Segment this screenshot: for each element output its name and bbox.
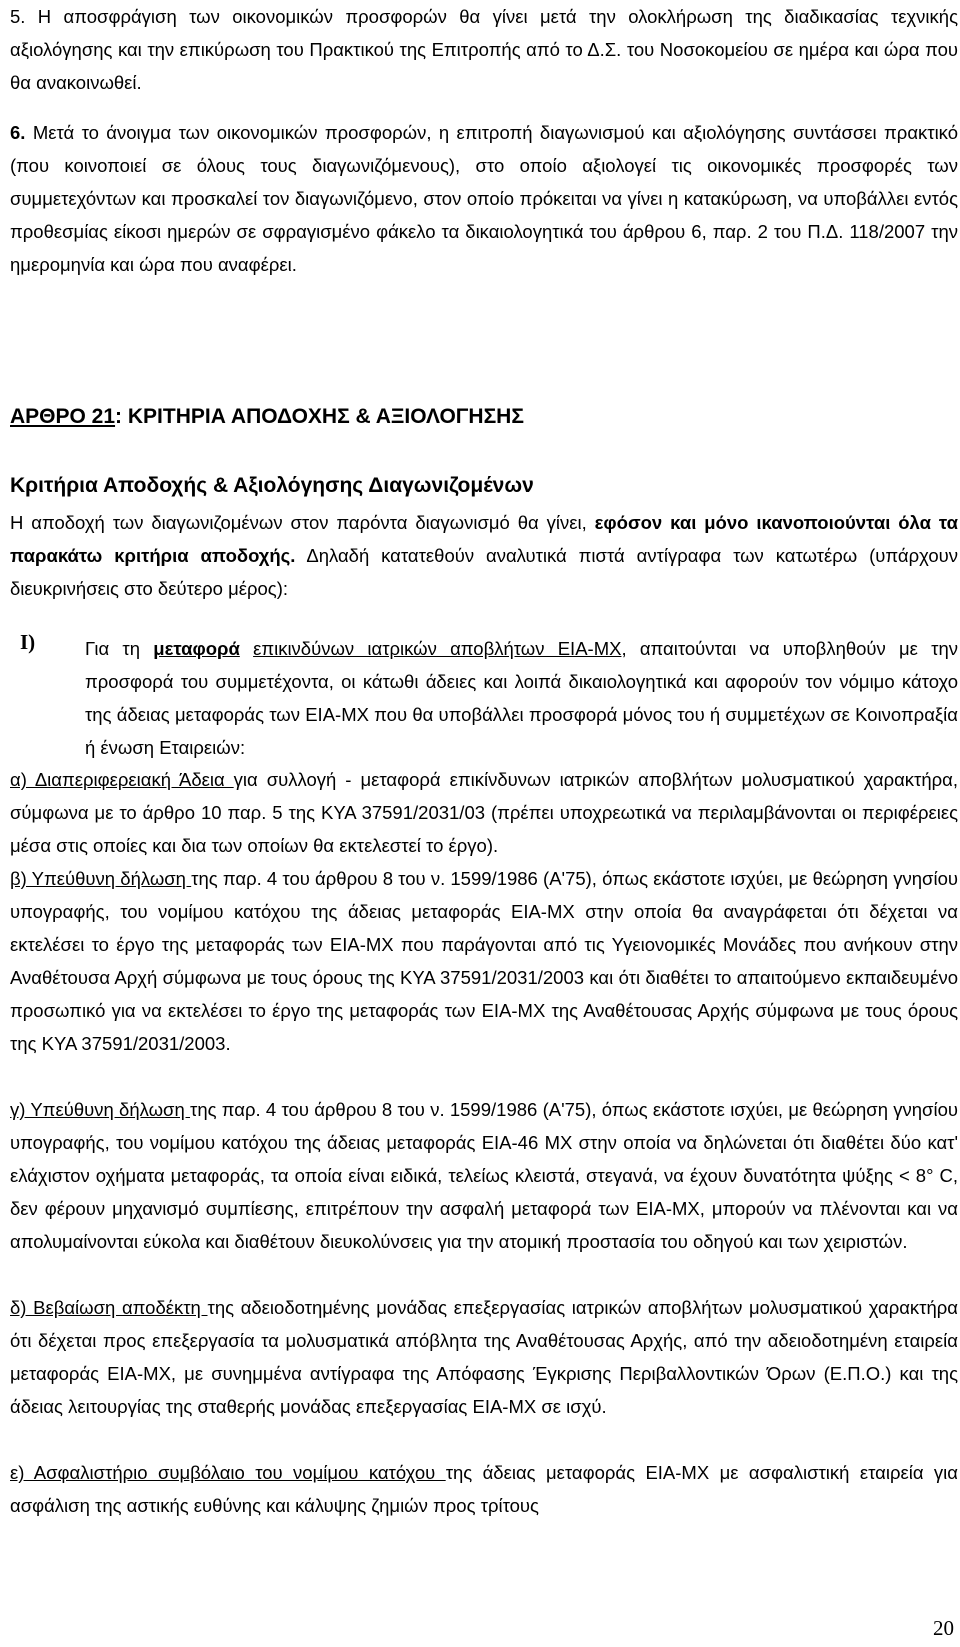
- item-b-label: β) Υπεύθυνη δήλωση: [10, 868, 192, 889]
- section-roman-numeral: Ι): [20, 630, 36, 654]
- waste-type: επικινδύνων ιατρικών αποβλήτων ΕΙΑ-ΜΧ: [253, 638, 622, 659]
- item-a: α) Διαπεριφερειακή Άδεια για συλλογή - μεταφορά επικίνδυνων ιατρικών αποβλήτων μολυσματικού χαρακτήρα, σύμφωνα με το άρθρο 10 παρ. 5 της ΚΥΑ 37591/2031/03 (πρέπει υποχρεωτικά να περιλαμβάνονται οι περιφέρειες μέσα στις οποίες και δια των οποίων θα εκτελεστεί το έργο).: [10, 769, 958, 856]
- section-I-paragraph: Για τη μεταφορά επικινδύνων ιατρικών αποβλήτων ΕΙΑ-ΜΧ, απαιτούνται να υποβληθούν με την προσφορά του συμμετέχοντα, οι κάτωθι άδειες και λοιπά δικαιολογητικά και αφορούν τον νόμιμο κάτοχο της άδειας μεταφοράς των ΕΙΑ-ΜΧ που θα υποβάλλει προσφορά μόνος του ή συμμετέχων σε Κοινοπραξία ή ένωση Εταιρειών:: [85, 638, 959, 758]
- item-c: γ) Υπεύθυνη δήλωση της παρ. 4 του άρθρου 8 του ν. 1599/1986 (Α'75), όπως εκάστοτε ισχύει, με θεώρηση γνησίου υπογραφής, του νομίμου κατόχου της άδειας μεταφοράς ΕΙΑ-46 ΜΧ στην οποία να δηλώνεται ότι διαθέτει δύο κατ' ελάχιστον οχήματα μεταφοράς, τα οποία είναι ειδικά, τελείως κλειστά, στεγανά, να έχουν δυνατότητα ψύξης < 8° C, δεν φέρουν μηχανισμό συμπίεσης, επιτρέπουν την ασφαλή μεταφορά των ΕΙΑ-ΜΧ, μπορούν να πλένονται και να απολυμαίνονται εύκολα και διαθέτουν διευκολύνσεις για την ατομική προστασία του οδηγού και των χειριστών.: [10, 1099, 958, 1252]
- item-b: β) Υπεύθυνη δήλωση της παρ. 4 του άρθρου 8 του ν. 1599/1986 (Α'75), όπως εκάστοτε ισχύει, με θεώρηση γνησίου υπογραφής, του νομίμου κατόχου της άδειας μεταφοράς ΕΙΑ-ΜΧ στην οποία θα αναγράφεται ότι δέχεται να εκτελέσει το έργο της μεταφοράς των ΕΙΑ-ΜΧ που παράγονται από τις Υγειονομικές Μονάδες που ανήκουν στην Αναθέτουσα Αρχή σύμφωνα με τους όρους της ΚΥΑ 37591/2031/2003 και ότι διαθέτει το απαιτούμενο εκπαιδευμένο προσωπικό για να εκτελέσει το έργο της μεταφοράς των ΕΙΑ-ΜΧ της Αναθέτουσας Αρχής σύμφωνα με τους όρους της ΚΥΑ 37591/2031/2003.: [10, 868, 958, 1054]
- item-d-label: δ) Βεβαίωση αποδέκτη: [10, 1297, 208, 1318]
- criteria-heading: Κριτήρια Αποδοχής & Αξιολόγησης Διαγωνιζομένων: [10, 474, 534, 497]
- page-number: 20: [933, 1616, 954, 1640]
- paragraph-5: 5. Η αποσφράγιση των οικονομικών προσφορών θα γίνει μετά την ολοκλήρωση της διαδικασίας τεχνικής αξιολόγησης και την επικύρωση του Πρακτικού της Επιτροπής από το Δ.Σ. του Νοσοκομείου σε ημέρα και ώρα που θα ανακοινωθεί.: [10, 6, 958, 93]
- item-e: ε) Ασφαλιστήριο συμβόλαιο του νομίμου κατόχου της άδειας μεταφοράς ΕΙΑ-ΜΧ με ασφαλιστική εταιρεία για ασφάλιση της αστικής ευθύνης και κάλυψης ζημιών προς τρίτους: [10, 1462, 958, 1516]
- item-e-label: ε) Ασφαλιστήριο συμβόλαιο του νομίμου κατόχου: [10, 1462, 446, 1483]
- item-c-label: γ) Υπεύθυνη δήλωση: [10, 1099, 191, 1120]
- article-title: : ΚΡΙΤΗΡΙΑ ΑΠΟΔΟΧΗΣ & ΑΞΙΟΛΟΓΗΣΗΣ: [115, 405, 524, 428]
- transport-keyword: μεταφορά: [153, 638, 240, 659]
- paragraph-6: 6. Μετά το άνοιγμα των οικονομικών προσφορών, η επιτροπή διαγωνισμού και αξιολόγησης συντάσσει πρακτικό (που κοινοποιεί σε όλους τους διαγωνιζόμενους), στο οποίο αξιολογεί τις οικονομικές προσφορές των συμμετεχόντων και προσκαλεί τον διαγωνιζόμενο, στον οποίο πρόκειται να γίνει η κατακύρωση, να υποβάλλει εντός προθεσμίας είκοσι ημερών σε σφραγισμένο φάκελο τα δικαιολογητικά του άρθρου 6, παρ. 2 του Π.Δ. 118/2007 την ημερομηνία και ώρα που αναφέρει.: [10, 122, 958, 275]
- item-a-label: α) Διαπεριφερειακή Άδεια: [10, 769, 234, 790]
- item-d: δ) Βεβαίωση αποδέκτη της αδειοδοτημένης μονάδας επεξεργασίας ιατρικών αποβλήτων μολυσματικού χαρακτήρα ότι δέχεται προς επεξεργασία τα μολυσματικά απόβλητα της Αναθέτουσας Αρχής, από την αδειοδοτημένη εταιρεία μεταφοράς ΕΙΑ-ΜΧ, με συνημμένα αντίγραφα της Απόφασης Έγκρισης Περιβαλλοντικών Όρων (Ε.Π.Ο.) και της άδειας λειτουργίας της σταθερής μονάδας επεξεργασίας ΕΙΑ-ΜΧ σε ισχύ.: [10, 1297, 958, 1417]
- intro-bold: εφόσον και μόνο ικανοποιούνται όλα τα παρακάτω κριτήρια αποδοχής.: [10, 512, 958, 566]
- paragraph-6-number: 6.: [10, 122, 26, 143]
- intro-paragraph: Η αποδοχή των διαγωνιζομένων στον παρόντα διαγωνισμό θα γίνει, εφόσον και μόνο ικανοποιούνται όλα τα παρακάτω κριτήρια αποδοχής. Δηλαδή κατατεθούν αναλυτικά πιστά αντίγραφα των κατωτέρω (υπάρχουν διευκρινήσεις στο δεύτερο μέρος):: [10, 512, 958, 599]
- article-number: ΑΡΘΡΟ 21: [10, 405, 116, 428]
- article-heading: [10, 405, 524, 429]
